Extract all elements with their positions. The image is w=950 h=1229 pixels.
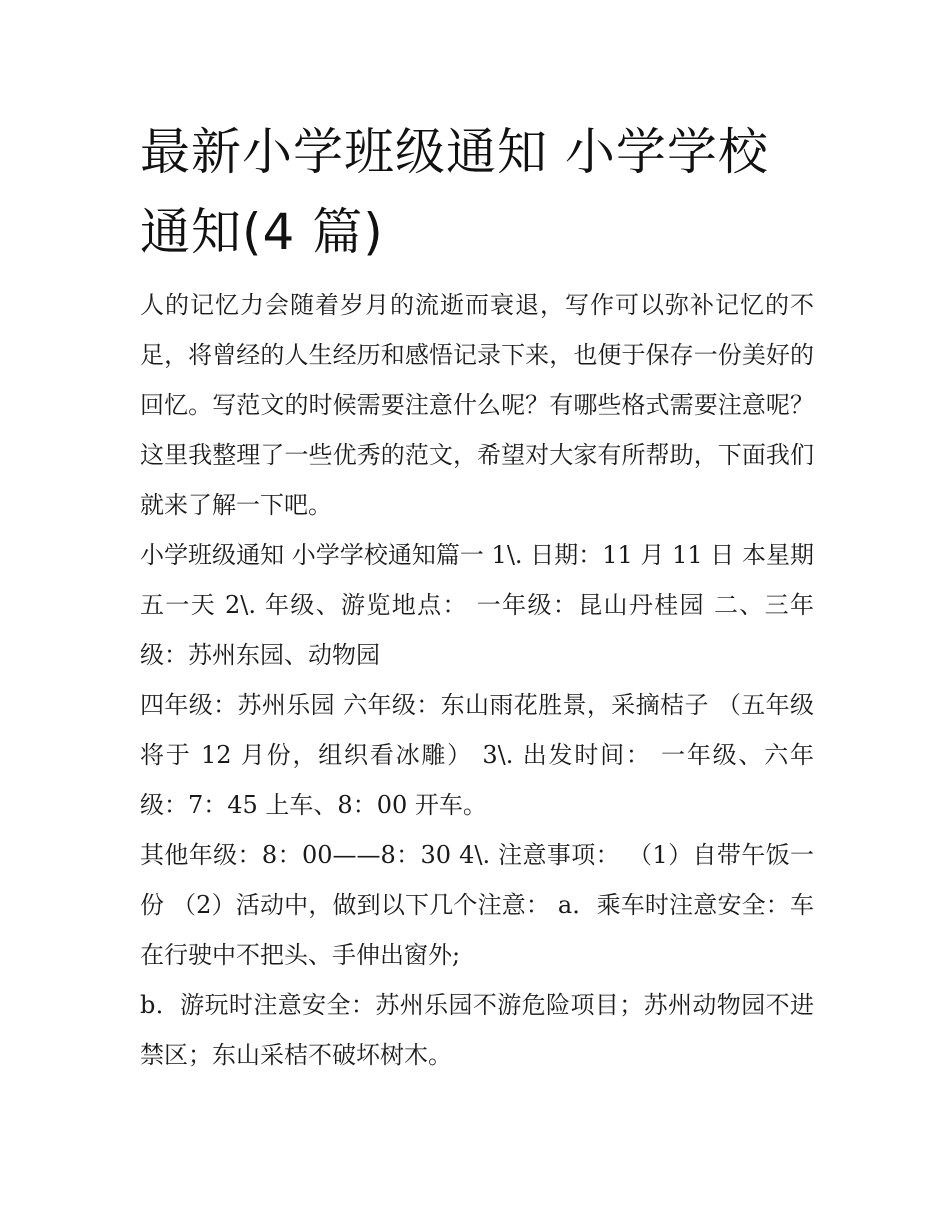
notice-paragraph-date-grades: 小学班级通知 小学学校通知篇一 1\. 日期：11 月 11 日 本星期五一天 2\. 年级、游览地点： 一年级：昆山丹桂园 二、三年级：苏州东园、动物园 <box>140 541 814 669</box>
notice-paragraph-precautions: 其他年级：8：00——8：30 4\. 注意事项： （1）自带午饭一份 （2）活动中，做到以下几个注意： a．乘车时注意安全：车在行驶中不把头、手伸出窗外; <box>140 841 814 969</box>
notice-paragraph-departure: 四年级：苏州乐园 六年级：东山雨花胜景，采摘桔子 （五年级将于 12 月份，组织看冰雕） 3\. 出发时间： 一年级、六年级：7：45 上车、8：00 开车。 <box>140 691 814 819</box>
intro-paragraph: 人的记忆力会随着岁月的流逝而衰退，写作可以弥补记忆的不足，将曾经的人生经历和感悟记录下来，也便于保存一份美好的回忆。写范文的时候需要注意什么呢？有哪些格式需要注意呢？这里我整理了一些优秀的范文，希望对大家有所帮助，下面我们就来了解一下吧。 <box>140 291 814 519</box>
document-body <box>140 112 814 1080</box>
notice-paragraph-safety: b．游玩时注意安全：苏州乐园不游危险项目；苏州动物园不进禁区；东山采桔不破坏树木。 <box>140 991 814 1069</box>
document-title: 最新小学班级通知 小学学校通知(4 篇) <box>140 123 769 261</box>
